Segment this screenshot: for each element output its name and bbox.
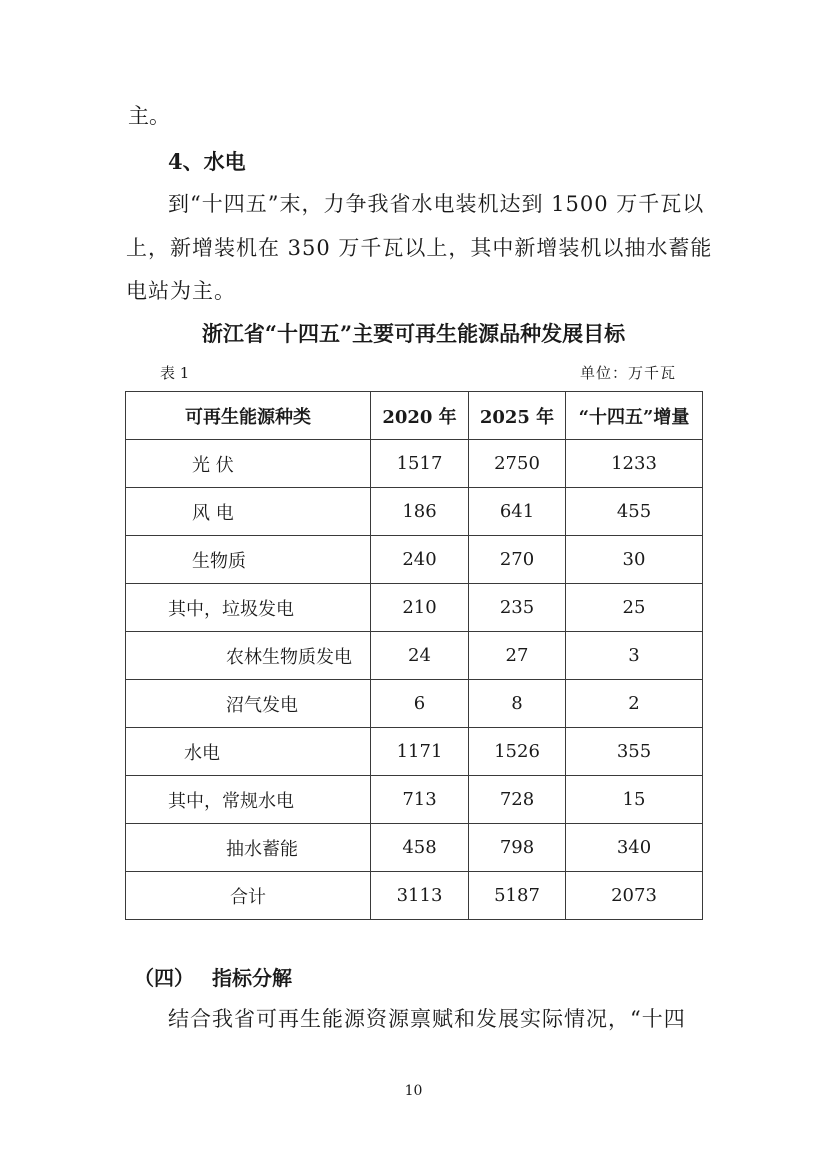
paragraph-line: 电站为主。: [126, 279, 236, 303]
row-label: 水电: [126, 728, 371, 776]
table-row: [126, 824, 703, 872]
paragraph-line: 上，新增装机在 350 万千瓦以上，其中新增装机以抽水蓄能: [126, 236, 713, 260]
table-row: [126, 728, 703, 776]
row-label: 合计: [126, 872, 371, 920]
table-row: [126, 440, 703, 488]
header-2025: 2025 年: [469, 392, 566, 440]
table-row: [126, 632, 703, 680]
table-row: [126, 536, 703, 584]
cell-2020: 1171: [371, 728, 469, 776]
cell-increment: 455: [566, 488, 703, 536]
cell-increment: 15: [566, 776, 703, 824]
row-label: 农林生物质发电: [126, 632, 371, 680]
cell-2020: 458: [371, 824, 469, 872]
cell-2025: 27: [469, 632, 566, 680]
cell-2025: 270: [469, 536, 566, 584]
table-row: [126, 680, 703, 728]
cell-2020: 713: [371, 776, 469, 824]
cell-2025: 5187: [469, 872, 566, 920]
paragraph-line: 到“十四五”末，力争我省水电装机达到 1500 万千瓦以: [168, 192, 705, 216]
cell-increment: 25: [566, 584, 703, 632]
cell-2020: 240: [371, 536, 469, 584]
cell-2025: 1526: [469, 728, 566, 776]
paragraph-line: 结合我省可再生能源资源禀赋和发展实际情况，“十四: [168, 1007, 686, 1031]
row-label: 光 伏: [126, 440, 371, 488]
section-title: 指标分解: [212, 966, 292, 990]
table-number: 表 1: [160, 364, 190, 382]
renewable-energy-table: [125, 391, 703, 920]
cell-2020: 24: [371, 632, 469, 680]
row-label: 风 电: [126, 488, 371, 536]
header-category: 可再生能源种类: [126, 392, 371, 440]
cell-increment: 3: [566, 632, 703, 680]
table-row: [126, 584, 703, 632]
table-row-total: [126, 872, 703, 920]
cell-2025: 798: [469, 824, 566, 872]
cell-2020: 1517: [371, 440, 469, 488]
cell-2020: 186: [371, 488, 469, 536]
cell-2025: 728: [469, 776, 566, 824]
table-unit: 单位：万千瓦: [580, 364, 677, 382]
subsection-heading-hydropower: 4、水电: [168, 149, 246, 174]
table-header-row: [126, 392, 703, 440]
cell-2025: 235: [469, 584, 566, 632]
cell-increment: 355: [566, 728, 703, 776]
row-label: 生物质: [126, 536, 371, 584]
cell-increment: 30: [566, 536, 703, 584]
row-label: 其中，垃圾发电: [126, 584, 371, 632]
table-row: [126, 776, 703, 824]
header-increment: “十四五”增量: [566, 392, 703, 440]
cell-increment: 2: [566, 680, 703, 728]
cell-2025: 2750: [469, 440, 566, 488]
paragraph-line: 主。: [128, 104, 170, 128]
cell-2025: 8: [469, 680, 566, 728]
table-row: [126, 488, 703, 536]
row-label: 其中，常规水电: [126, 776, 371, 824]
row-label: 沼气发电: [126, 680, 371, 728]
cell-increment: 1233: [566, 440, 703, 488]
section-number: （四）: [134, 966, 194, 990]
table-title: 浙江省“十四五”主要可再生能源品种发展目标: [201, 321, 626, 346]
cell-2020: 3113: [371, 872, 469, 920]
cell-increment: 2073: [566, 872, 703, 920]
cell-2020: 6: [371, 680, 469, 728]
cell-2020: 210: [371, 584, 469, 632]
header-2020: 2020 年: [371, 392, 469, 440]
page-number: 10: [404, 1083, 423, 1099]
cell-increment: 340: [566, 824, 703, 872]
cell-2025: 641: [469, 488, 566, 536]
row-label: 抽水蓄能: [126, 824, 371, 872]
